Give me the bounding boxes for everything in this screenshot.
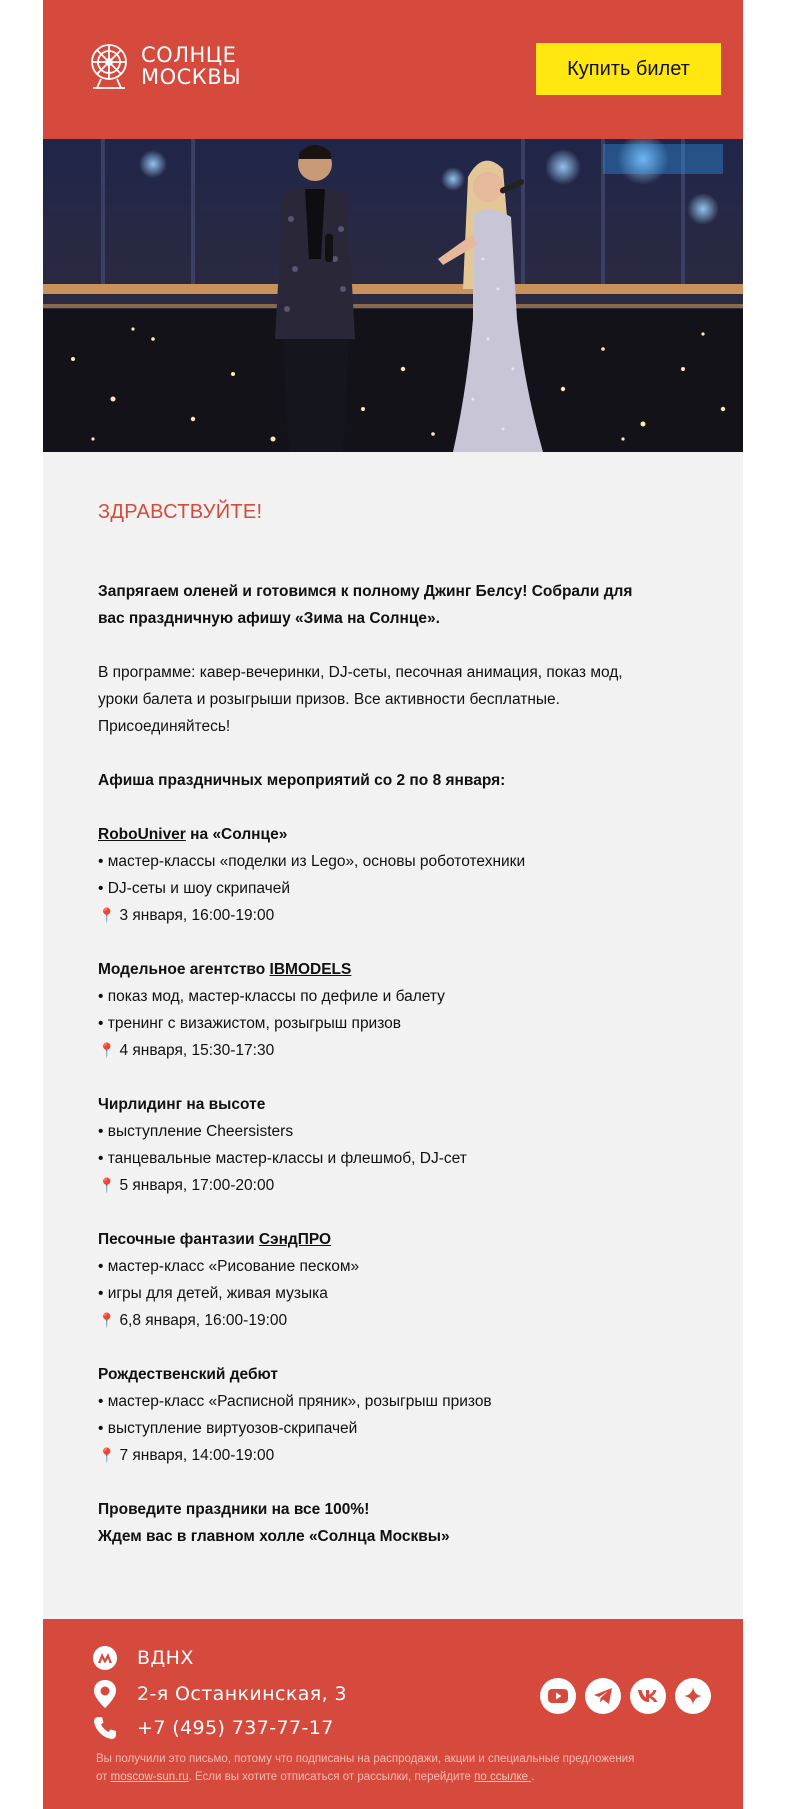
- event-date-text: 4 января, 15:30-17:30: [119, 1042, 275, 1059]
- event-date: [98, 902, 638, 929]
- closing-line-1: Проведите праздники на все 100%!: [98, 1501, 370, 1518]
- event-title-post: на «Солнце»: [185, 826, 288, 843]
- hero-image[interactable]: [43, 139, 743, 452]
- vk-icon: [637, 1689, 659, 1703]
- event-item: [98, 956, 638, 1064]
- legal-notice: [96, 1750, 676, 1786]
- telegram-button[interactable]: [585, 1678, 621, 1714]
- pin-emoji-icon: 📍: [98, 1447, 116, 1463]
- logo-text: [141, 44, 241, 88]
- unsubscribe-link[interactable]: по ссылке: [474, 1771, 532, 1783]
- event-list: [98, 821, 638, 1469]
- event-detail: • выступление Cheersisters: [98, 1123, 294, 1140]
- event-detail: • мастер-класс «Рисование песком»: [98, 1258, 360, 1275]
- star-button[interactable]: [675, 1678, 711, 1714]
- intro-text: Запрягаем оленей и готовимся к полному Джинг Белсу! Собрали для вас праздничную афишу «Зима на Солнце».: [98, 583, 633, 627]
- event-title: [98, 1361, 638, 1388]
- event-detail: • DJ-сеты и шоу скрипачей: [98, 880, 290, 897]
- buy-ticket-button[interactable]: Купить билет: [536, 43, 721, 95]
- event-detail: • выступление виртуозов-скрипачей: [98, 1420, 358, 1437]
- event-title: [98, 821, 638, 848]
- legal-line-1: Вы получили это письмо, потому что подписаны на распродажи, акции и специальные предложения: [96, 1753, 635, 1765]
- footer-metro: [93, 1646, 194, 1670]
- event-title: [98, 1226, 638, 1253]
- event-title-link[interactable]: IBMODELS: [269, 961, 352, 978]
- legal-pre: от: [96, 1771, 111, 1783]
- email-body: [98, 452, 638, 1550]
- telegram-icon: [593, 1687, 613, 1705]
- event-detail: • игры для детей, живая музыка: [98, 1285, 328, 1302]
- event-title-pre: Модельное агентство: [98, 961, 270, 978]
- event-date: [98, 1442, 638, 1469]
- event-detail: • тренинг с визажистом, розыгрыш призов: [98, 1015, 402, 1032]
- legal-post: .: [531, 1771, 535, 1783]
- pin-emoji-icon: 📍: [98, 1312, 116, 1328]
- event-title-pre: Рождественский дебют: [98, 1366, 278, 1383]
- event-detail: • мастер-классы «поделки из Lego», основы робототехники: [98, 853, 526, 870]
- youtube-button[interactable]: [540, 1678, 576, 1714]
- legal-mid: . Если вы хотите отписаться от рассылки, перейдите: [188, 1771, 475, 1783]
- address-text: 2-я Останкинская, 3: [137, 1683, 347, 1705]
- event-detail: • мастер-класс «Расписной пряник», розыгрыш призов: [98, 1393, 492, 1410]
- legal-line-2: [96, 1768, 676, 1786]
- event-date-text: 7 января, 14:00-19:00: [119, 1447, 275, 1464]
- event-title: [98, 1091, 638, 1118]
- metro-text: ВДНХ: [137, 1647, 194, 1669]
- phone-text[interactable]: +7 (495) 737-77-17: [137, 1717, 334, 1739]
- event-date: [98, 1172, 638, 1199]
- event-title-pre: Песочные фантазии: [98, 1231, 259, 1248]
- pin-emoji-icon: 📍: [98, 1042, 116, 1058]
- location-pin-icon: [93, 1680, 117, 1708]
- star-icon: [684, 1687, 702, 1705]
- pin-emoji-icon: 📍: [98, 1177, 116, 1193]
- event-date: [98, 1307, 638, 1334]
- event-item: [98, 1226, 638, 1334]
- pin-emoji-icon: 📍: [98, 907, 116, 923]
- youtube-icon: [548, 1689, 568, 1703]
- logo-line-1: СОЛНЦЕ: [141, 43, 237, 67]
- phone-icon: [93, 1716, 117, 1740]
- logo[interactable]: [87, 42, 241, 90]
- event-title-pre: Чирлидинг на высоте: [98, 1096, 266, 1113]
- metro-icon: [93, 1646, 117, 1670]
- footer-phone[interactable]: [93, 1716, 334, 1740]
- social-links: [540, 1678, 720, 1714]
- site-link[interactable]: moscow-sun.ru: [110, 1771, 189, 1783]
- email-container: [43, 0, 743, 1809]
- event-title: [98, 956, 638, 983]
- closing-line-2: Ждем вас в главном холле «Солнца Москвы»: [98, 1528, 450, 1545]
- event-date-text: 5 января, 17:00-20:00: [119, 1177, 275, 1194]
- ferris-wheel-logo-icon: [87, 42, 131, 90]
- event-detail: • танцевальные мастер-классы и флешмоб, DJ-сет: [98, 1150, 467, 1167]
- footer-address: [93, 1680, 347, 1708]
- event-item: [98, 1361, 638, 1469]
- event-item: [98, 821, 638, 929]
- event-date: [98, 1037, 638, 1064]
- event-date-text: 6,8 января, 16:00-19:00: [119, 1312, 288, 1329]
- event-date-text: 3 января, 16:00-19:00: [119, 907, 275, 924]
- event-title-link[interactable]: RoboUniver: [98, 826, 186, 843]
- program-text: В программе: кавер-вечеринки, DJ-сеты, песочная анимация, показ мод, уроки балета и розыгрыши призов. Все активности бесплатные. Присоединяйтесь!: [98, 664, 623, 735]
- vk-button[interactable]: [630, 1678, 666, 1714]
- header: [43, 0, 743, 139]
- greeting-heading: ЗДРАВСТВУЙТЕ!: [98, 501, 263, 523]
- event-title-link[interactable]: СэндПРО: [258, 1231, 332, 1248]
- logo-line-2: МОСКВЫ: [141, 65, 242, 89]
- afisha-title: Афиша праздничных мероприятий со 2 по 8 января:: [98, 772, 506, 789]
- hero-illustration: [43, 139, 743, 452]
- event-detail: • показ мод, мастер-классы по дефиле и балету: [98, 988, 445, 1005]
- event-item: [98, 1091, 638, 1199]
- footer: [43, 1619, 743, 1809]
